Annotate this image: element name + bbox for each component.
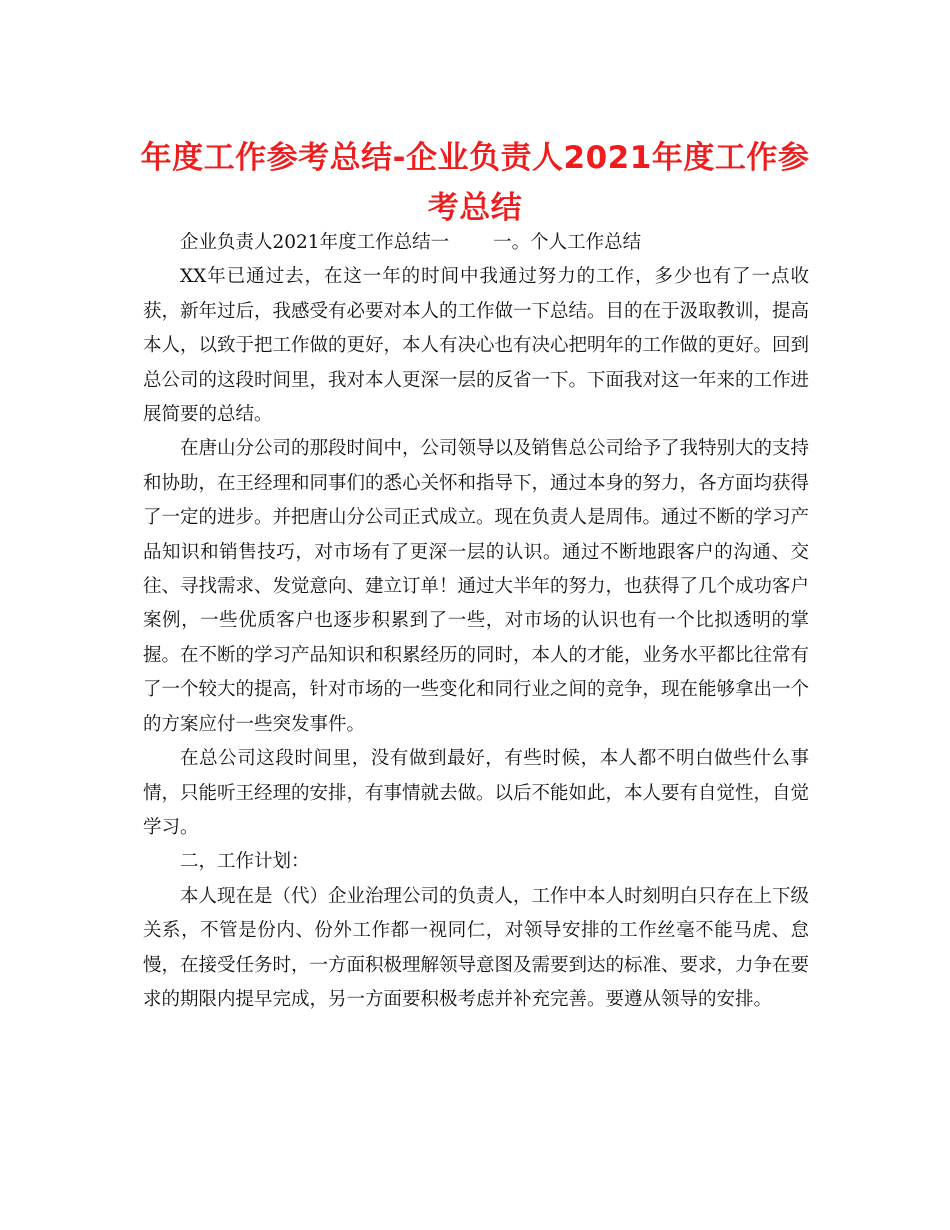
- paragraph: 在唐山分公司的那段时间中，公司领导以及销售总公司给予了我特别大的支持和协助，在王经理和同事们的悉心关怀和指导下，通过本身的努力，各方面均获得了一定的进步。并把唐山分公司正式成立。现在负责人是周伟。通过不断的学习产品知识和销售技巧，对市场有了更深一层的认识。通过不断地跟客户的沟通、交往、寻找需求、发觉意向、建立订单！通过大半年的努力，也获得了几个成功客户案例，一些优质客户也逐步积累到了一些，对市场的认识也有一个比拟透明的掌握。在不断的学习产品知识和积累经历的同时，本人的才能，业务水平都比往常有了一个较大的提高，针对市场的一些变化和同行业之间的竞争，现在能够拿出一个的方案应付一些突发事件。: [143, 438, 810, 735]
- intro-line: [143, 226, 809, 260]
- intro-heading: 企业负责人2021年度工作总结一: [180, 232, 450, 253]
- section-two-heading: 二，工作计划：: [180, 851, 310, 873]
- paragraph: 在总公司这段时间里，没有做到最好，有些时候，本人都不明白做些什么事情，只能听王经理的安排，有事情就去做。以后不能如此，本人要有自觉性，自觉学习。: [143, 748, 810, 838]
- paragraph: XX年已通过去，在这一年的时间中我通过努力的工作，多少也有了一点收获，新年过后，我感受有必要对本人的工作做一下总结。目的在于汲取教训，提高本人，以致于把工作做的更好，本人有决心也有决心把明年的工作做的更好。回到总公司的这段时间里，我对本人更深一层的反省一下。下面我对这一年来的工作进展简要的总结。: [143, 266, 810, 426]
- document-body: [143, 226, 809, 1017]
- document-title: 年度工作参考总结-企业负责人2021年度工作参考总结: [140, 140, 810, 226]
- paragraph: 本人现在是（代）企业治理公司的负责人，工作中本人时刻明白只存在上下级关系，不管是份内、份外工作都一视同仁，对领导安排的工作丝毫不能马虎、怠慢，在接受任务时，一方面积极理解领导意图及需要到达的标准、要求，力争在要求的期限内提早完成，另一方面要积极考虑并补充完善。要遵从领导的安排。: [143, 885, 810, 1010]
- section-one-heading: 一。个人工作总结: [493, 232, 642, 253]
